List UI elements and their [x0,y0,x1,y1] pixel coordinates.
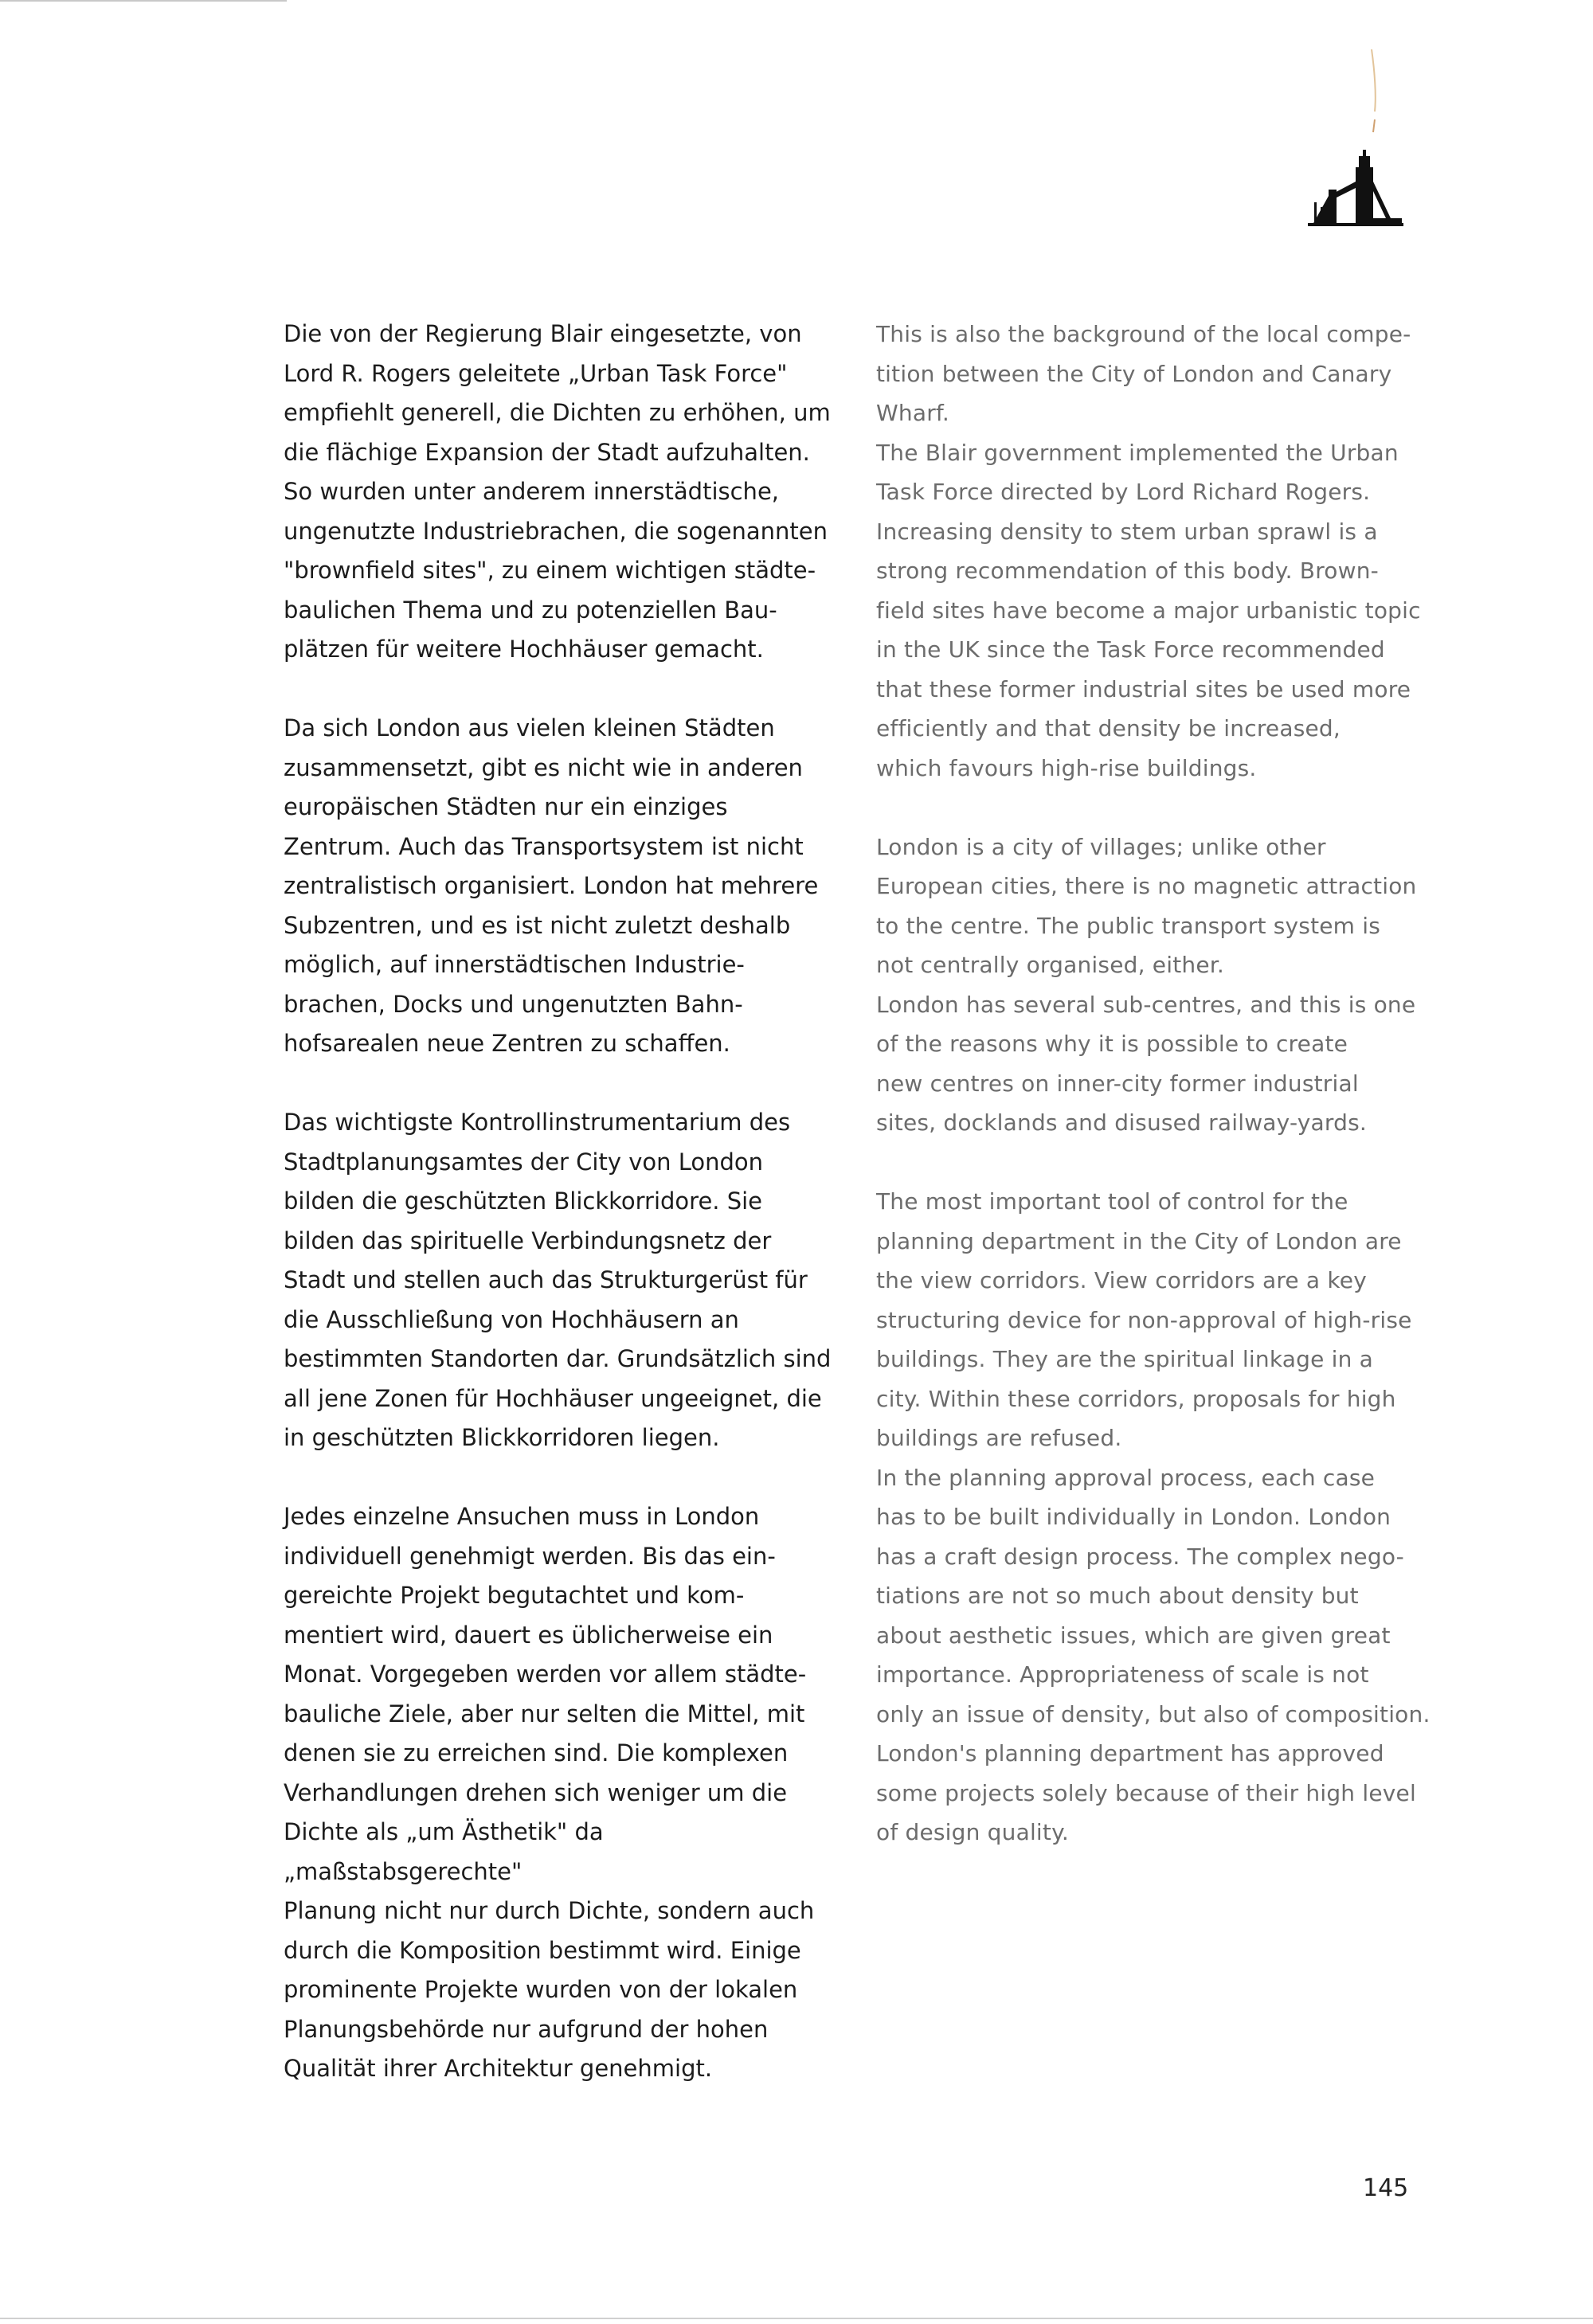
top-divider [0,0,287,2]
german-paragraph-2: Da sich London aus vielen kleinen Städten zusammensetzt, gibt es nicht wie in anderen europäischen Städten nur ein einziges Zentrum. Auch das Transportsystem ist nicht zentralistisch organisiert. London hat mehrere Subzentren, und es ist nicht zuletzt deshalb möglich, auf innerstädtischen Industrie- brachen, Docks und ungenutzten Bahn- hofsarealen neue Zentren zu schaffen. [284,714,819,1057]
german-paragraph-1: Die von der Regierung Blair eingesetzte, von Lord R. Rogers geleitete „Urban Task Force" empfiehlt generell, die Dichten zu erhöhen, um die flächige Expansion der Stadt aufzuhalten. So wurden unter anderem innerstädtische, ungenutzte Industriebrachen, die sogenannten "brownfield sites", zu einem wichtigen städte- baulichen Thema und zu potenziellen Bau- plätzen für weitere Hochhäuser gemacht. [284,320,831,663]
english-paragraph-6: In the planning approval process, each case has to be built individually in London. London has a craft design process. The complex nego- tiations are not so much about density but about aesthetic issues, which are given great importance. Appropriateness of scale is not only an issue of density, but also of composition. London's planning department has approved some projects solely because of their high level of design quality. [876,1464,1431,1845]
pencil-mark-icon [1364,48,1383,135]
german-paragraph-4: Jedes einzelne Ansuchen muss in London individuell genehmigt werden. Bis das ein- gereichte Projekt begutachtet und kom- mentiert wird, dauert es üblicherweise ein Monat. Vorgegeben werden vor allem städte- bauliche Ziele, aber nur selten die Mittel, mit denen sie zu erreichen sind. Die komplexen Verhandlungen drehen sich weniger um die Dichte als „um Ästhetik" da „maßstabsgerechte" Planung nicht nur durch Dichte, sondern auch durch die Komposition bestimmt wird. Einige prominente Projekte wurden von der lokalen Planungsbehörde nur aufgrund der hohen Qualität ihrer Architektur genehmigt. [284,1503,815,2082]
english-paragraph-1: This is also the background of the local compe- tition between the City of London and Canary Wharf. [876,321,1411,426]
page-number: 145 [1363,2174,1409,2202]
bottom-divider [0,2318,1593,2319]
german-paragraph-3: Das wichtigste Kontrollinstrumentarium des Stadtplanungsamtes der City von London bilden die geschützten Blickkorridore. Sie bilden das spirituelle Verbindungsnetz der Stadt und stellen auch das Strukturgerüst für die Ausschließung von Hochhäusern an bestimmten Standorten dar. Grundsätzlich sind all jene Zonen für Hochhäuser ungeeignet, die in geschützten Blickkorridoren liegen. [284,1109,832,1451]
english-paragraph-4: London has several sub-centres, and this is one of the reasons why it is possible to create new centres on inner-city former industrial sites, docklands and disused railway-yards. [876,991,1416,1136]
english-paragraph-3: London is a city of villages; unlike other European cities, there is no magnetic attraction to the centre. The public transport system is not centrally organised, either. [876,833,1417,978]
english-text-column [876,315,1434,1853]
german-text-column [284,315,841,2128]
tower-bridge-icon [1297,150,1408,229]
english-paragraph-2: The Blair government implemented the Urban Task Force directed by Lord Richard Rogers. Increasing density to stem urban sprawl is a strong recommendation of this body. Brown- field sites have become a major urbanistic topic in the UK since the Task Force recommended that these former industrial sites be used more efficiently and that density be increased, which favours high-rise buildings. [876,439,1421,781]
english-paragraph-5: The most important tool of control for the planning department in the City of London are the view corridors. View corridors are a key structuring device for non-approval of high-rise buildings. They are the spiritual linkage in a city. Within these corridors, proposals for high buildings are refused. [876,1188,1412,1451]
